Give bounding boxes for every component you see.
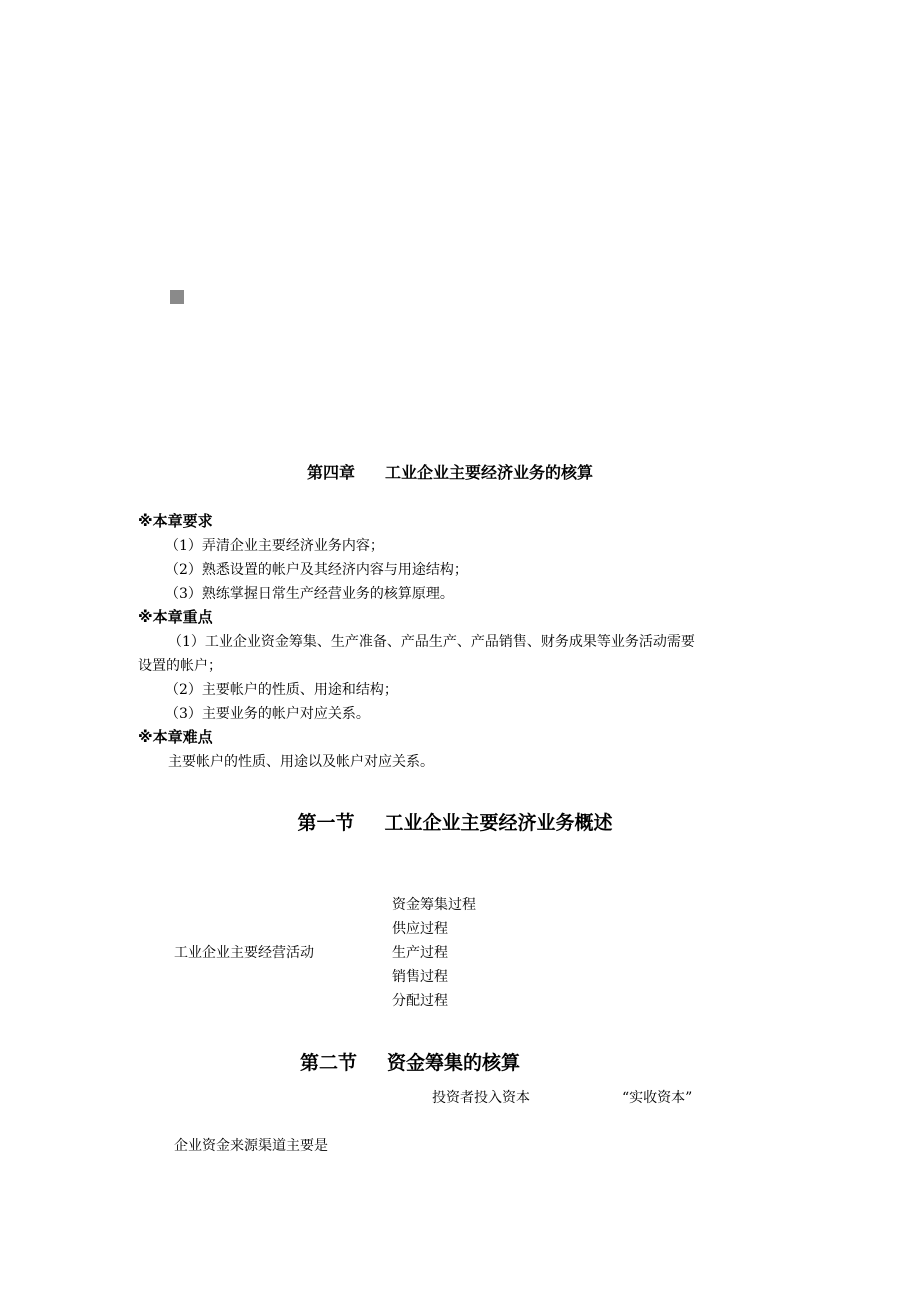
process-item: 销售过程	[392, 969, 448, 985]
section1-name: 工业企业主要经济业务概述	[384, 812, 613, 834]
section1-title	[0, 808, 910, 835]
activities-label: 工业企业主要经营活动	[174, 945, 314, 961]
requirement-item: （2）熟悉设置的帐户及其经济内容与用途结构；	[165, 562, 468, 578]
process-item: 供应过程	[392, 921, 448, 937]
process-list	[392, 893, 476, 1013]
difficulties-heading: ※本章难点	[138, 728, 213, 746]
funding-sources-text: 企业资金来源渠道主要是	[174, 1138, 328, 1154]
process-item: 分配过程	[392, 993, 448, 1009]
process-item: 生产过程	[392, 945, 448, 961]
chapter-number: 第四章	[306, 463, 355, 482]
key-point-item-continuation: 设置的帐户；	[138, 658, 222, 674]
requirement-item: （3）熟练掌握日常生产经营业务的核算原理。	[165, 586, 454, 602]
chapter-name: 工业企业主要经济业务的核算	[385, 463, 594, 482]
difficulties-text: 主要帐户的性质、用途以及帐户对应关系。	[168, 754, 434, 770]
investor-capital-text: 投资者投入资本	[432, 1090, 530, 1106]
section2-number: 第二节	[299, 1052, 357, 1074]
chapter-title	[0, 460, 900, 483]
key-point-item: （1）工业企业资金筹集、生产准备、产品生产、产品销售、财务成果等业务活动需要	[168, 634, 695, 650]
account-name-text: “实收资本”	[622, 1090, 693, 1106]
page-marker-square	[170, 290, 184, 304]
key-point-item: （2）主要帐户的性质、用途和结构；	[165, 682, 398, 698]
process-item: 资金筹集过程	[392, 897, 476, 913]
key-points-heading: ※本章重点	[138, 608, 213, 626]
section1-number: 第一节	[297, 812, 355, 834]
requirement-item: （1）弄清企业主要经济业务内容；	[165, 538, 384, 554]
requirements-heading: ※本章要求	[138, 512, 213, 530]
section2-title	[0, 1048, 820, 1075]
section2-name: 资金筹集的核算	[387, 1052, 521, 1074]
key-point-item: （3）主要业务的帐户对应关系。	[165, 706, 370, 722]
